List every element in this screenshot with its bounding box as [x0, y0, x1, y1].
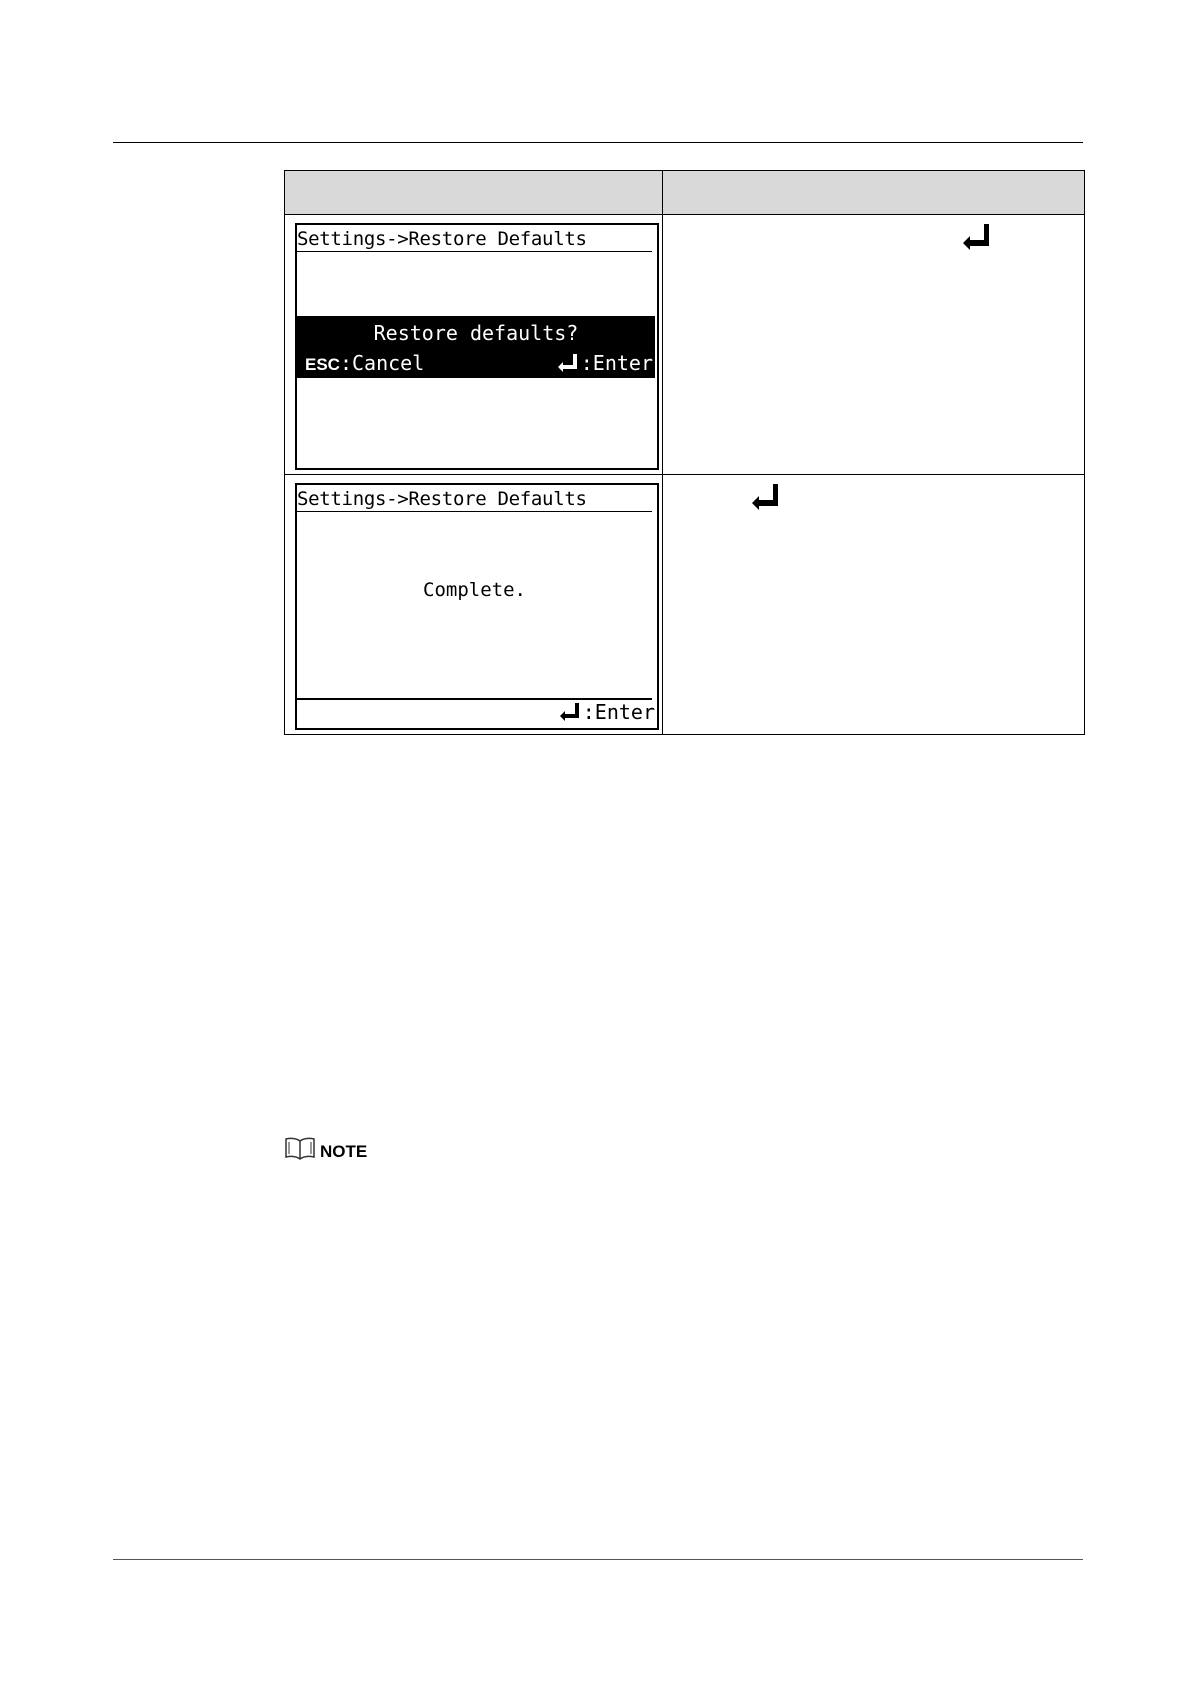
footer-rule — [113, 1559, 1083, 1560]
screen-cell — [285, 475, 663, 735]
header-rule — [113, 142, 1083, 143]
enter-action-label: :Enter — [580, 351, 653, 375]
dialog-question: Restore defaults? — [373, 321, 579, 345]
enter-hint — [559, 699, 655, 725]
confirm-dialog — [297, 316, 655, 378]
complete-message: Complete. — [423, 579, 526, 601]
screen-cell — [285, 215, 663, 475]
description-cell — [663, 475, 1085, 735]
note-label: NOTE — [320, 1141, 368, 1161]
cancel-hint — [305, 350, 424, 376]
table-header-row — [285, 171, 1085, 215]
lcd-title: Settings->Restore Defaults — [297, 225, 652, 252]
book-icon — [284, 1137, 316, 1166]
esc-key-label: ESC — [305, 355, 340, 374]
enter-key-icon — [557, 353, 579, 373]
lcd-screen-restore-confirm — [295, 223, 659, 470]
enter-action-label: :Enter — [582, 700, 655, 724]
table-row — [285, 215, 1085, 475]
note-callout — [284, 1137, 367, 1166]
enter-key-icon — [962, 223, 992, 256]
lcd-title: Settings->Restore Defaults — [297, 485, 652, 512]
lcd-screen-restore-complete — [295, 483, 659, 730]
table-row — [285, 475, 1085, 735]
description-cell — [663, 215, 1085, 475]
header-cell-description — [663, 171, 1085, 215]
enter-key-icon — [751, 483, 781, 516]
enter-hint — [557, 350, 653, 376]
header-cell-screen — [285, 171, 663, 215]
restore-defaults-steps-table — [284, 170, 1085, 735]
enter-key-icon — [559, 702, 581, 722]
cancel-action-label: :Cancel — [339, 351, 425, 375]
